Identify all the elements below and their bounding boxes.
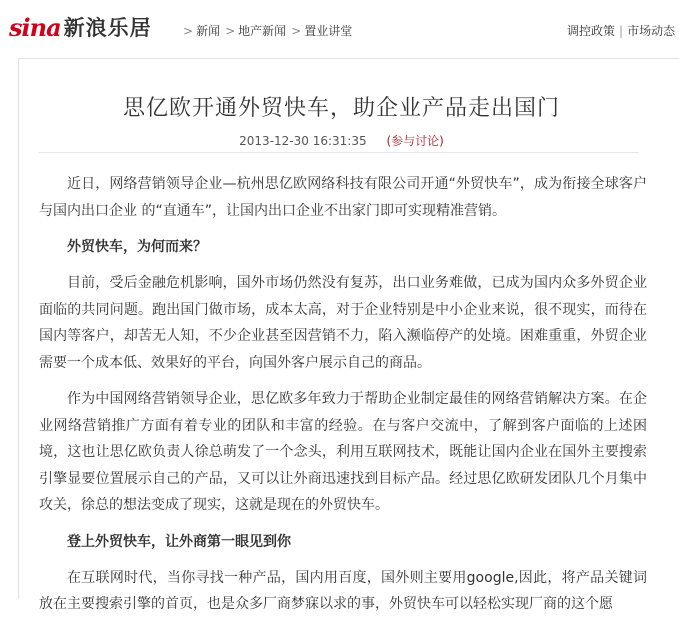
article-meta (19, 132, 664, 149)
article-paragraph: 作为中国网络营销领导企业，思亿欧多年致力于帮助企业制定最佳的网络营销解决方案。在企业网络营销推广方面有着专业的团队和丰富的经验。在与客户交流中，了解到客户面临的上述困境，这也让思亿欧负责人徐总萌发了一个念头，利用互联网技术，既能让国内企业在国外主要搜索引擎显要位置展示自己的产品，又可以让外商迅速找到目标产品。经过思亿欧研发团队几个月集中攻关，徐总的想法变成了现实，这就是现在的外贸快车。 (39, 391, 647, 513)
article-subheading: 外贸快车，为何而来？ (67, 239, 207, 255)
article-container (18, 58, 679, 612)
article-paragraph: 近日，网络营销领导企业—杭州思亿欧网络科技有限公司开通“外贸快车”，成为衔接全球客户与国内出口企业 的“直通车”，让国内出口企业不出家门即可实现精准营销。 (39, 176, 647, 219)
top-nav-links (567, 22, 675, 39)
article-paragraph: 目前，受后金融危机影响，国外市场仍然没有复苏，出口业务难做，已成为国内众多外贸企业面临的共同问题。跑出国门做市场，成本太高，对于企业特别是中小企业来说，很不现实，而待在国内等客户，却苦无人知，不少企业甚至因营销不力，陷入濒临停产的处境。困难重重，外贸企业需要一个成本低、效果好的平台，向国外客户展示自己的商品。 (39, 275, 647, 371)
article-subheading: 登上外贸快车，让外商第一眼见到你 (67, 533, 291, 550)
comment-link[interactable]: (参与讨论) (386, 134, 444, 148)
article-paragraph: 在互联网时代，当你寻找一种产品，国内用百度，国外则主要用google,因此，将产品关键词放在主要搜索引擎的首页，也是众多厂商梦寐以求的事，外贸快车可以轻松实现厂商的这个愿 (39, 569, 647, 612)
breadcrumb (178, 22, 352, 39)
logo-cn-text: 新浪乐居 (63, 16, 152, 40)
breadcrumb-arrow-icon: > (183, 23, 194, 38)
article-body (39, 171, 647, 628)
breadcrumb-arrow-icon: > (291, 23, 302, 38)
breadcrumb-arrow-icon: > (225, 23, 236, 38)
breadcrumb-item-buying-lecture[interactable]: 置业讲堂 (304, 24, 353, 38)
divider: | (619, 24, 624, 38)
breadcrumb-item-property-news[interactable]: 地产新闻 (238, 24, 287, 38)
comment-link-label[interactable]: 参与讨论 (391, 134, 440, 148)
article-datetime: 2013-12-30 16:31:35 (239, 134, 367, 148)
article-title: 思亿欧开通外贸快车，助企业产品走出国门 (122, 96, 560, 121)
breadcrumb-item-news[interactable]: 新闻 (196, 24, 221, 38)
top-link-regulation-policy[interactable]: 调控政策 (567, 24, 616, 38)
site-header (0, 0, 676, 58)
top-link-market-news[interactable]: 市场动态 (627, 24, 676, 38)
title-divider (39, 152, 639, 153)
logo-brand: sina (9, 12, 61, 42)
sina-leju-logo[interactable] (9, 12, 152, 42)
